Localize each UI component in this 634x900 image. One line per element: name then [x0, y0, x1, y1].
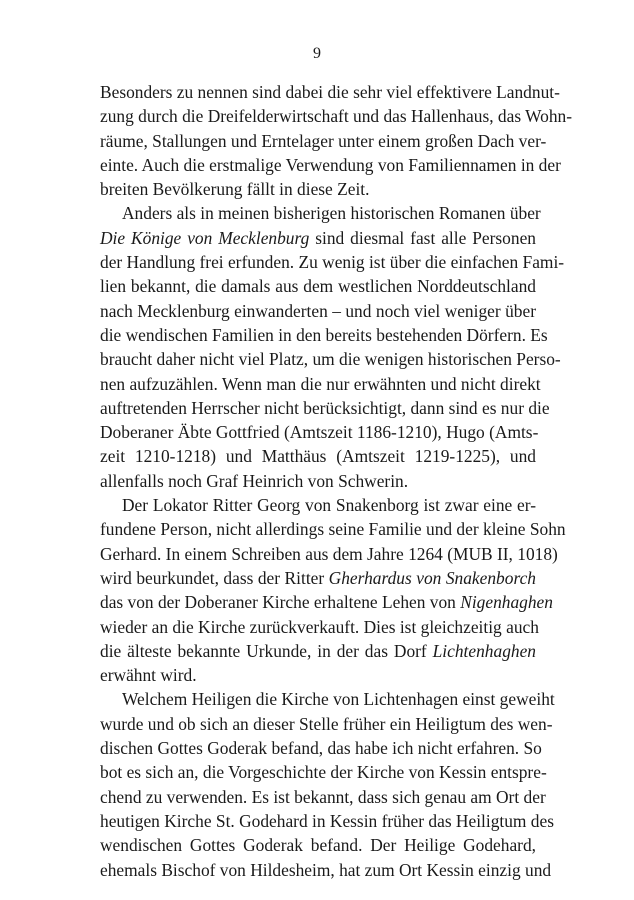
text-run: breiten Bevölkerung fällt in diese Zeit.	[100, 179, 370, 200]
text-run: auftretenden Herrscher nicht berücksichtigt, dann sind es nur die	[100, 397, 550, 418]
text-run: die älteste bekannte Urkunde, in der das Dorf	[100, 640, 433, 661]
text-line	[100, 687, 555, 711]
text-run: wurde und ob sich an dieser Stelle früher ein Heiligtum des wen-	[100, 713, 553, 734]
text-line	[100, 153, 561, 177]
text-run: dischen Gottes Goderak befand, das habe ich nicht erfahren. So	[100, 738, 542, 759]
text-line	[100, 493, 536, 517]
text-run: einte. Auch die erstmalige Verwendung von Familiennamen in der	[100, 154, 561, 175]
text-run: der Handlung frei erfunden. Zu wenig ist über die einfachen Fami-	[100, 252, 565, 273]
text-line	[100, 736, 542, 760]
italic-title: Lichtenhaghen	[432, 640, 536, 661]
text-line	[100, 542, 558, 566]
text-run: Der Lokator Ritter Georg von Snakenborg ist zwar eine er-	[122, 495, 536, 516]
text-line	[100, 80, 560, 104]
paragraph	[100, 80, 573, 201]
italic-title: Die Könige von Mecklenburg	[100, 227, 310, 248]
text-run: allenfalls noch Graf Heinrich von Schwerin.	[100, 470, 409, 491]
text-line	[100, 444, 536, 468]
text-line	[100, 809, 554, 833]
text-line	[100, 712, 553, 736]
text-line	[100, 104, 573, 128]
text-line	[100, 323, 548, 347]
text-run: Doberaner Äbte Gottfried (Amtszeit 1186-1210), Hugo (Amts-	[100, 422, 539, 443]
text-line	[100, 469, 536, 493]
italic-title: Nigenhaghen	[460, 592, 553, 613]
text-run: erwähnt wird.	[100, 665, 197, 686]
text-run: wird beurkundet, dass der Ritter	[100, 567, 329, 588]
text-line	[100, 274, 536, 298]
text-run: die wendischen Familien in den bereits bestehenden Dörfern. Es	[100, 324, 548, 345]
page-number: 9	[313, 45, 321, 62]
text-line	[100, 201, 541, 225]
text-line	[100, 517, 566, 541]
text-line	[100, 566, 536, 590]
text-run: chend zu verwenden. Es ist bekannt, dass sich genau am Ort der	[100, 786, 546, 807]
italic-title: Gherhardus von Snakenborch	[328, 567, 536, 588]
text-line	[100, 760, 547, 784]
text-run: heutigen Kirche St. Godehard in Kessin früher das Heiligtum des	[100, 810, 554, 831]
text-run: zung durch die Dreifelderwirtschaft und das Hallenhaus, das Wohn-	[100, 106, 573, 127]
text-line	[100, 250, 565, 274]
paragraph	[100, 493, 566, 687]
paragraph	[100, 201, 565, 493]
text-run: bot es sich an, die Vorgeschichte der Kirche von Kessin entspre-	[100, 762, 547, 783]
body-text	[100, 80, 573, 882]
text-line	[100, 420, 539, 444]
text-run: zeit 1210-1218) und Matthäus (Amtszeit 1219-1225), und	[100, 446, 536, 467]
text-run: nen aufzuzählen. Wenn man die nur erwähnten und nicht direkt	[100, 373, 541, 394]
text-run: wendischen Gottes Goderak befand. Der Heilige Godehard,	[100, 835, 536, 856]
paragraph	[100, 687, 555, 881]
text-line	[100, 615, 539, 639]
text-line	[100, 590, 553, 614]
text-run: ehemals Bischof von Hildesheim, hat zum Ort Kessin einzig und	[100, 859, 552, 880]
text-run: Gerhard. In einem Schreiben aus dem Jahre 1264 (MUB II, 1018)	[100, 543, 558, 564]
text-run: braucht daher nicht viel Platz, um die wenigen historischen Perso-	[100, 349, 561, 370]
text-line	[100, 858, 552, 882]
text-run: wieder an die Kirche zurückverkauft. Dies ist gleichzeitig auch	[100, 616, 539, 637]
text-line	[100, 129, 547, 153]
text-line	[100, 372, 541, 396]
text-line	[100, 639, 536, 663]
text-line	[100, 833, 536, 857]
text-run: räume, Stallungen und Erntelager unter einem großen Dach ver-	[100, 130, 547, 151]
text-line	[100, 347, 561, 371]
text-run: nach Mecklenburg einwanderten – und noch viel weniger über	[100, 300, 536, 321]
text-line	[100, 785, 546, 809]
text-run: fundene Person, nicht allerdings seine Familie und der kleine Sohn	[100, 519, 566, 540]
text-run: das von der Doberaner Kirche erhaltene Lehen von	[100, 592, 461, 613]
text-line	[100, 226, 536, 250]
text-run: Welchem Heiligen die Kirche von Lichtenhagen einst geweiht	[122, 689, 555, 710]
text-run: Besonders zu nennen sind dabei die sehr viel effektivere Landnut-	[100, 82, 560, 102]
text-line	[100, 299, 536, 323]
text-run: lien bekannt, die damals aus dem westlichen Norddeutschland	[100, 276, 536, 297]
text-run: Anders als in meinen bisherigen historischen Romanen über	[122, 203, 541, 224]
text-line	[100, 177, 536, 201]
text-line	[100, 396, 550, 420]
text-run: sind diesmal fast alle Personen	[309, 227, 536, 248]
text-line	[100, 663, 536, 687]
